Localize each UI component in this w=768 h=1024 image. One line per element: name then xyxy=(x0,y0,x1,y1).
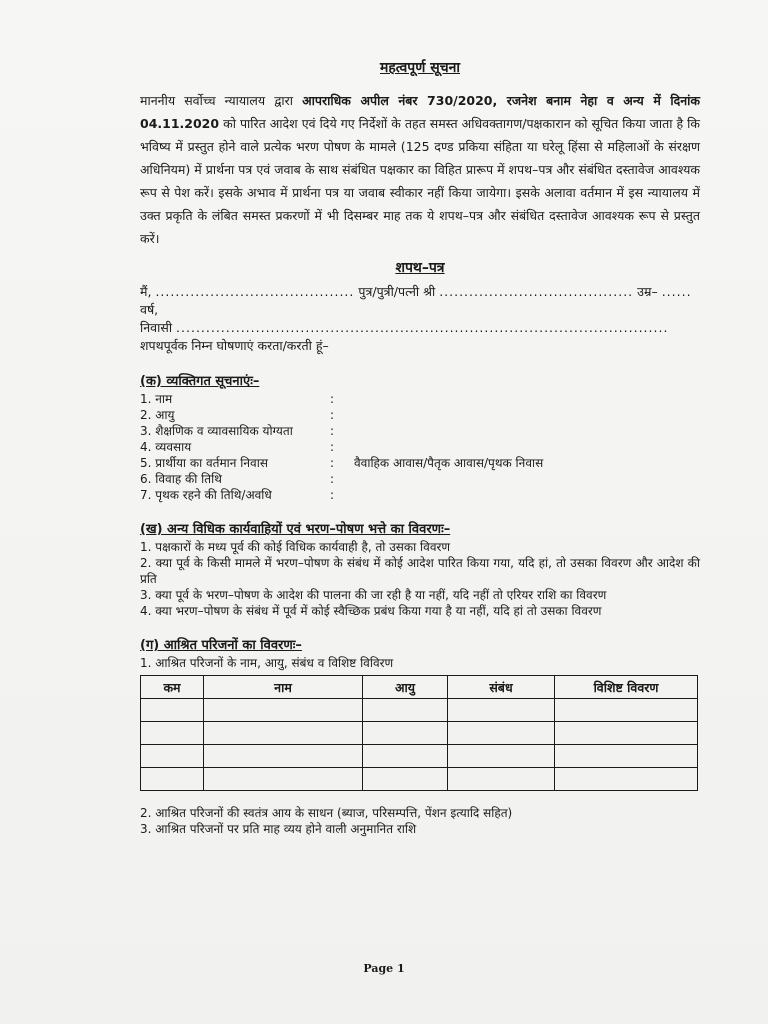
affidavit-resident: निवासी xyxy=(140,320,173,335)
table-header-row xyxy=(141,676,698,699)
section-b-item-1: 1. पक्षकारों के मध्य पूर्व की कोई विधिक कार्यवाही है, तो उसका विवरण xyxy=(140,540,451,554)
section-a-heading: (क) व्यक्तिगत सूचनाएंः– xyxy=(140,374,260,389)
table-row xyxy=(141,768,698,791)
table-cell xyxy=(141,722,204,745)
col-header-name: नाम xyxy=(204,676,363,699)
affidavit-age: उम्र– xyxy=(637,284,658,299)
section-c-item-2: 2. आश्रित परिजनों की स्वतंत्र आय के साधन (ब्याज, परिसम्पत्ति, पेंशन इत्यादि सहित) xyxy=(140,806,513,820)
section-b-item-3: 3. क्या पूर्व के भरण–पोषण के आदेश की पालना की जा रही है या नहीं, यदि नहीं तो एरियर राशि का विवरण xyxy=(140,588,607,602)
table-cell xyxy=(555,699,698,722)
item-label: 7. पृथक रहने की तिथि/अवधि xyxy=(140,488,272,502)
table-cell xyxy=(555,768,698,791)
item-label: 4. व्यवसाय xyxy=(140,440,192,454)
section-c-heading: (ग) आश्रित परिजनों का विवरणः– xyxy=(140,638,302,653)
section-b-item-2: 2. क्या पूर्व के किसी मामले में भरण–पोषण के संबंध में कोई आदेश पारित किया गया, यदि हां, तो उसका विवरण और आदेश की प्रति xyxy=(140,556,700,586)
item-label: 1. नाम xyxy=(140,392,173,406)
table-cell xyxy=(448,768,555,791)
table-cell xyxy=(141,745,204,768)
table-cell xyxy=(204,745,363,768)
item-value: वैवाहिक आवास/पैतृक आवास/पृथक निवास xyxy=(354,456,544,470)
notice-title: महत्वपूर्ण सूचना xyxy=(380,60,460,76)
col-header-serial: कम xyxy=(141,676,204,699)
col-header-details: विशिष्ट विवरण xyxy=(555,676,698,699)
blank-line: ........................................ xyxy=(155,284,355,299)
list-item xyxy=(140,407,700,423)
table-cell xyxy=(204,722,363,745)
item-colon: : xyxy=(330,440,335,454)
table-cell xyxy=(204,768,363,791)
table-cell xyxy=(448,699,555,722)
item-colon: : xyxy=(330,472,335,486)
notice-text-2: को पारित आदेश एवं दिये गए निर्देशों के तहत समस्त अधिवक्तागण/पक्षकारान को सूचित किया जाता है कि भविष्य में प्रस्तुत होने वाले प्रत्येक भरण पोषण के मामले (125 दण्ड प्रकिया संहिता या घरेलू हिंसा से महिलाओं के संरक्षण अधिनियम) में प्रार्थना पत्र एवं जवाब के साथ संबंधित पक्षकार का विहित प्रारूप में शपथ–पत्र और संबंधित दस्तावेज आवश्यक रूप से पेश करें। इसके अभाव में प्रार्थना पत्र या जवाब स्वीकार नहीं किया जायेगा। इसके अलावा वर्तमान में इस न्यायालय में उक्त प्रकृति के लंबित समस्त प्रकरणों में भी दिसम्बर माह तक ये शपथ–पत्र और संबंधित दस्तावेज आवश्यक रूप से प्रस्तुत करें। xyxy=(140,116,700,246)
item-colon: : xyxy=(330,488,335,502)
section-a-list xyxy=(140,391,700,503)
section-c-item-3: 3. आश्रित परिजनों पर प्रति माह व्यय होने वाली अनुमानित राशि xyxy=(140,822,417,836)
list-item xyxy=(140,423,700,439)
section-b-item-4: 4. क्या भरण–पोषण के संबंध में पूर्व में कोई स्वैच्छिक प्रबंध किया गया है या नहीं, यदि हां तो उसका विवरण xyxy=(140,604,602,618)
notice-paragraph xyxy=(140,89,700,250)
table-cell xyxy=(141,768,204,791)
item-label: 6. विवाह की तिथि xyxy=(140,472,222,486)
item-label: 2. आयु xyxy=(140,408,175,422)
col-header-age: आयु xyxy=(363,676,448,699)
table-cell xyxy=(141,699,204,722)
list-item xyxy=(140,471,700,487)
affidavit-years: वर्ष, xyxy=(140,302,159,317)
section-b-heading: (ख) अन्य विधिक कार्यवाहियों एवं भरण–पोषण भत्ते का विवरणः– xyxy=(140,522,451,537)
notice-text-1: माननीय सर्वोच्च न्यायालय द्वारा xyxy=(140,93,303,108)
list-item xyxy=(140,391,700,407)
document-content xyxy=(140,58,700,837)
table-cell xyxy=(555,722,698,745)
table-cell xyxy=(363,745,448,768)
affidavit-line-1 xyxy=(140,283,700,319)
notice-case-reference: आपराधिक अपील नंबर 730/2020, रजनेश बनाम नेहा व अन्य में दिनांक 04.11.2020 xyxy=(140,93,700,131)
list-item xyxy=(140,487,700,503)
item-colon: : xyxy=(330,408,335,422)
table-cell xyxy=(363,768,448,791)
item-colon: : xyxy=(330,424,335,438)
affidavit-line-2 xyxy=(140,319,700,337)
table-cell xyxy=(363,699,448,722)
table-cell xyxy=(204,699,363,722)
table-cell xyxy=(555,745,698,768)
table-row xyxy=(141,722,698,745)
item-colon: : xyxy=(330,392,335,406)
affidavit-title: शपथ–पत्र xyxy=(395,260,445,276)
item-label: 5. प्रार्थीया का वर्तमान निवास xyxy=(140,456,268,470)
affidavit-line-3: शपथपूर्वक निम्न घोषणाएं करता/करती हूं– xyxy=(140,338,329,353)
list-item xyxy=(140,439,700,455)
table-row xyxy=(141,745,698,768)
table-cell xyxy=(448,745,555,768)
dependents-table xyxy=(140,675,698,791)
affidavit-relation: पुत्र/पुत्री/पत्नी श्री xyxy=(358,284,436,299)
blank-line: ....................................... xyxy=(439,284,634,299)
item-colon: : xyxy=(330,456,335,470)
section-c-item-1: 1. आश्रित परिजनों के नाम, आयु, संबंध व विशिष्ट विविरण xyxy=(140,656,394,670)
blank-line: ...... xyxy=(661,284,692,299)
list-item xyxy=(140,455,700,471)
table-row xyxy=(141,699,698,722)
item-label: 3. शैक्षणिक व व्यावसायिक योग्यता xyxy=(140,424,293,438)
affidavit-i: मैं, xyxy=(140,284,152,299)
page-number: Page 1 xyxy=(363,962,405,975)
blank-line: ................................................................................................... xyxy=(176,320,669,335)
table-cell xyxy=(363,722,448,745)
col-header-relation: संबंध xyxy=(448,676,555,699)
table-cell xyxy=(448,722,555,745)
